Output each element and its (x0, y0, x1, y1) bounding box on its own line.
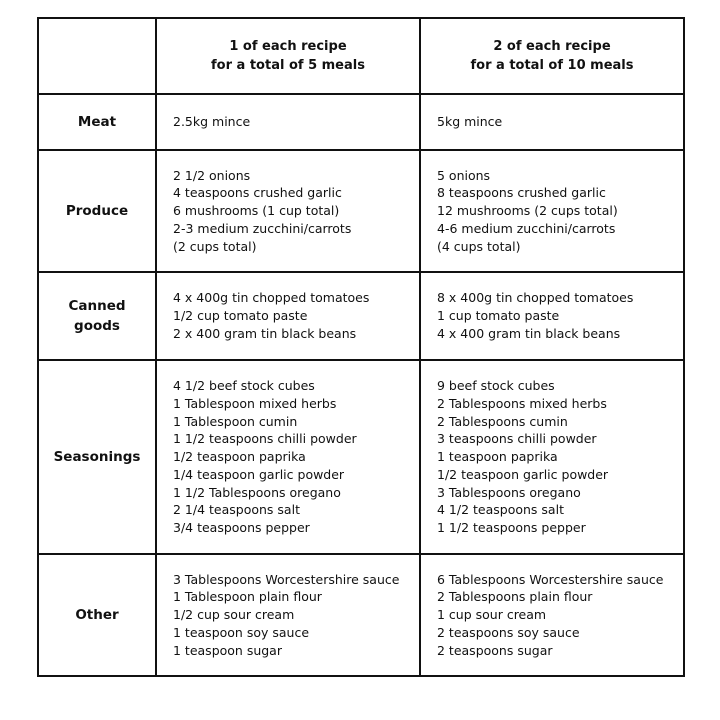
ingredient-line: 5kg mince (437, 114, 503, 130)
ingredient-line: 1 1/2 teaspoons pepper (437, 519, 586, 535)
ingredient-line: 6 mushrooms (1 cup total) (173, 203, 340, 219)
ingredient-line: 3/4 teaspoons pepper (173, 519, 310, 535)
row-label-text: Meat (77, 114, 117, 130)
ingredient-line: 2 teaspoons sugar (437, 642, 553, 658)
ingredient-cell-5-meals (156, 554, 420, 676)
table-row (38, 272, 684, 360)
ingredient-line: 4 x 400g tin chopped tomatoes (173, 290, 370, 306)
ingredient-line: 4 1/2 beef stock cubes (173, 378, 315, 394)
ingredient-line: 1 Tablespoon plain flour (173, 589, 322, 605)
ingredient-line: 2-3 medium zucchini/carrots (173, 220, 352, 236)
ingredient-line: 1/2 cup tomato paste (173, 308, 308, 324)
row-label (38, 360, 156, 554)
row-label (38, 94, 156, 150)
column-header-line: for a total of 5 meals (211, 58, 365, 73)
ingredient-line: 1 Tablespoon mixed herbs (173, 396, 337, 412)
column-header-line: for a total of 10 meals (470, 58, 634, 73)
ingredient-line: 1/4 teaspoon garlic powder (173, 466, 345, 482)
ingredient-cell-10-meals (420, 360, 684, 554)
ingredient-line: 4 x 400 gram tin black beans (437, 325, 621, 341)
column-header-line: 2 of each recipe (493, 39, 611, 54)
ingredient-line: 2 teaspoons soy sauce (437, 624, 580, 640)
ingredient-cell-10-meals (420, 150, 684, 272)
ingredient-line: 1 cup tomato paste (437, 308, 560, 324)
ingredient-line: 4-6 medium zucchini/carrots (437, 220, 616, 236)
ingredient-line: 1 teaspoon soy sauce (173, 624, 310, 640)
ingredient-line: 2 Tablespoons plain flour (437, 589, 593, 605)
row-label-text: Produce (65, 203, 129, 219)
ingredient-line: 2 Tablespoons cumin (437, 413, 568, 429)
ingredient-line: 1 teaspoon paprika (437, 449, 558, 465)
row-label-text: Seasonings (53, 449, 141, 465)
ingredient-line: 8 teaspoons crushed garlic (437, 185, 606, 201)
ingredient-cell-5-meals (156, 360, 420, 554)
ingredient-line: 3 teaspoons chilli powder (437, 431, 597, 447)
table-row (38, 554, 684, 676)
ingredient-line: (4 cups total) (437, 238, 521, 254)
ingredient-table (37, 17, 685, 677)
row-label-text: Other (75, 607, 119, 623)
ingredient-line: 2.5kg mince (173, 114, 251, 130)
ingredient-line: 1/2 teaspoon garlic powder (437, 466, 609, 482)
ingredient-line: 4 teaspoons crushed garlic (173, 185, 342, 201)
table-row (38, 150, 684, 272)
ingredient-line: 1 cup sour cream (437, 607, 547, 623)
ingredient-line: 5 onions (437, 167, 491, 183)
ingredient-line: 2 x 400 gram tin black beans (173, 325, 357, 341)
table-row (38, 94, 684, 150)
ingredient-line: 1/2 teaspoon paprika (173, 449, 306, 465)
ingredient-line: 3 Tablespoons Worcestershire sauce (173, 571, 400, 587)
column-header-5-meals (156, 18, 420, 94)
table-row (38, 360, 684, 554)
ingredient-line: 2 1/2 onions (173, 167, 251, 183)
ingredient-cell-5-meals (156, 94, 420, 150)
row-label (38, 150, 156, 272)
ingredient-line: 8 x 400g tin chopped tomatoes (437, 290, 634, 306)
ingredient-cell-5-meals (156, 272, 420, 360)
ingredient-line: 2 1/4 teaspoons salt (173, 502, 300, 518)
ingredient-line: 2 Tablespoons mixed herbs (437, 396, 607, 412)
ingredient-cell-10-meals (420, 272, 684, 360)
ingredient-line: 1 Tablespoon cumin (173, 413, 298, 429)
column-header-10-meals (420, 18, 684, 94)
row-label (38, 272, 156, 360)
ingredient-line: 4 1/2 teaspoons salt (437, 502, 564, 518)
ingredient-line: 1 1/2 Tablespoons oregano (173, 484, 341, 500)
column-header-line: 1 of each recipe (229, 39, 347, 54)
ingredient-line: 1/2 cup sour cream (173, 607, 295, 623)
ingredient-line: 1 teaspoon sugar (173, 642, 282, 658)
ingredient-line: 3 Tablespoons oregano (437, 484, 581, 500)
ingredient-line: 12 mushrooms (2 cups total) (437, 203, 618, 219)
corner-cell (38, 18, 156, 94)
row-label (38, 554, 156, 676)
row-label-text: Canned (68, 298, 126, 314)
ingredient-cell-5-meals (156, 150, 420, 272)
ingredient-line: 9 beef stock cubes (437, 378, 555, 394)
ingredient-line: 1 1/2 teaspoons chilli powder (173, 431, 357, 447)
row-label-text: goods (74, 318, 120, 334)
ingredient-line: 6 Tablespoons Worcestershire sauce (437, 571, 664, 587)
ingredient-cell-10-meals (420, 94, 684, 150)
ingredient-line: (2 cups total) (173, 238, 257, 254)
header-row (38, 18, 684, 94)
ingredient-cell-10-meals (420, 554, 684, 676)
